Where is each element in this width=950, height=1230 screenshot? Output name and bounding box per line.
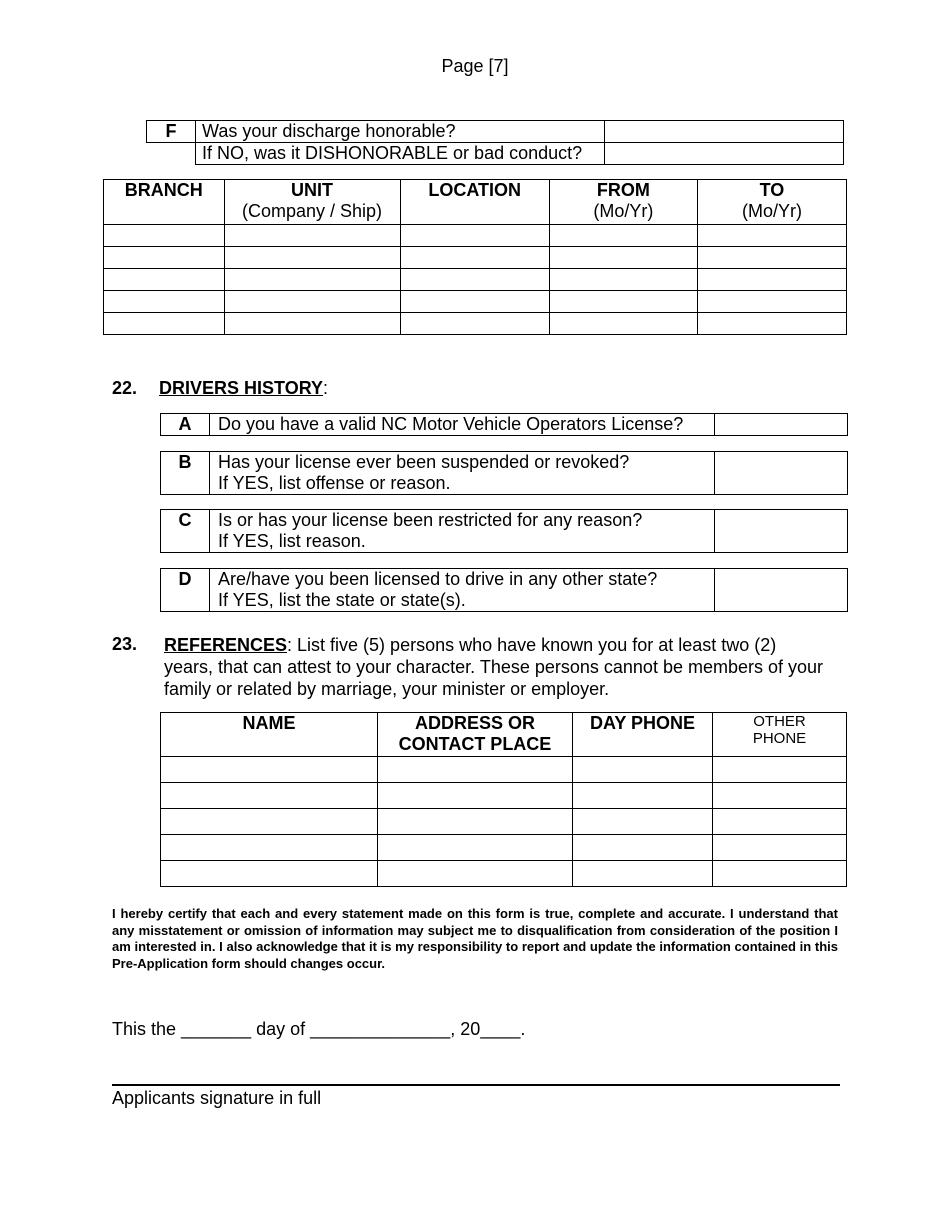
service-cell[interactable] [697,313,846,335]
table-row [161,861,847,887]
service-cell[interactable] [224,269,400,291]
reference-cell[interactable] [713,835,847,861]
answer-box[interactable] [715,452,848,495]
answer-box[interactable] [715,510,848,553]
reference-cell[interactable] [161,861,378,887]
table-row [104,269,847,291]
service-cell[interactable] [549,291,697,313]
service-cell[interactable] [549,313,697,335]
service-cell[interactable] [400,225,549,247]
reference-cell[interactable] [573,783,713,809]
question-letter: A [161,414,210,436]
section-22-heading [159,378,328,399]
reference-cell[interactable] [161,783,378,809]
reference-cell[interactable] [713,757,847,783]
header-from: FROM (Mo/Yr) [549,180,697,225]
discharge-question-honorable: Was your discharge honorable? [196,121,605,143]
reference-cell[interactable] [378,809,573,835]
header-name: NAME [161,713,378,757]
discharge-answer-honorable[interactable] [605,121,844,143]
header-branch: BRANCH [104,180,225,225]
header-address: ADDRESS OR CONTACT PLACE [378,713,573,757]
service-cell[interactable] [224,313,400,335]
reference-cell[interactable] [713,809,847,835]
reference-cell[interactable] [573,809,713,835]
question-text: Do you have a valid NC Motor Vehicle Operators License? [210,414,715,436]
question-text: Are/have you been licensed to drive in any other state? If YES, list the state or state(s). [210,569,715,612]
service-cell[interactable] [224,225,400,247]
table-row [104,225,847,247]
question-text: Is or has your license been restricted for any reason? If YES, list reason. [210,510,715,553]
service-cell[interactable] [104,269,225,291]
section-23-number: 23. [112,634,138,654]
table-row [104,313,847,335]
answer-box[interactable] [715,569,848,612]
service-cell[interactable] [549,269,697,291]
reference-cell[interactable] [378,835,573,861]
header-day-phone: DAY PHONE [573,713,713,757]
signature-line[interactable] [112,1084,840,1086]
table-row [104,291,847,313]
service-cell[interactable] [104,291,225,313]
drivers-question-a [160,413,848,436]
service-cell[interactable] [697,247,846,269]
date-line[interactable]: This the _______ day of ______________, 20____. [112,1019,526,1039]
certification-statement: I hereby certify that each and every statement made on this form is true, complete and accurate. I understand that any misstatement or omission of information may subject me to disqualification from consideration of the position I am interested in. I also acknowledge that it is my responsibility to report and update the information contained in this Pre-Application form should changes occur. [112,906,838,971]
header-unit: UNIT (Company / Ship) [224,180,400,225]
reference-cell[interactable] [713,861,847,887]
reference-cell[interactable] [573,861,713,887]
references-instructions [164,634,824,700]
service-history-table [103,179,847,335]
service-cell[interactable] [697,291,846,313]
service-cell[interactable] [400,269,549,291]
section-22-title: DRIVERS HISTORY [159,378,324,398]
discharge-blank-cell [147,143,196,165]
reference-cell[interactable] [161,809,378,835]
section-22-colon: : [323,378,329,398]
table-row [161,757,847,783]
drivers-question-d [160,568,848,612]
header-to: TO (Mo/Yr) [697,180,846,225]
header-other-phone: OTHER PHONE [713,713,847,757]
service-cell[interactable] [104,225,225,247]
discharge-answer-dishonorable[interactable] [605,143,844,165]
reference-cell[interactable] [378,783,573,809]
service-cell[interactable] [549,225,697,247]
service-cell[interactable] [104,313,225,335]
reference-cell[interactable] [161,835,378,861]
section-22-number: 22. [112,378,138,398]
discharge-letter: F [147,121,196,143]
table-row [161,809,847,835]
table-row [161,783,847,809]
drivers-question-c [160,509,848,553]
references-text: : List five (5) persons who have known you for at least two (2) years, that can attest to your character. These persons cannot be members of your family or related by marriage, your minister or employer. [164,635,824,699]
service-cell[interactable] [549,247,697,269]
question-text: Has your license ever been suspended or revoked? If YES, list offense or reason. [210,452,715,495]
header-location: LOCATION [400,180,549,225]
drivers-question-b [160,451,848,495]
question-letter: B [161,452,210,495]
page-number: Page [7] [441,56,509,76]
table-row [161,835,847,861]
service-cell[interactable] [224,291,400,313]
section-23-title: REFERENCES [164,635,288,655]
reference-cell[interactable] [378,861,573,887]
table-row [104,247,847,269]
reference-cell[interactable] [573,757,713,783]
service-cell[interactable] [400,291,549,313]
service-cell[interactable] [400,247,549,269]
answer-box[interactable] [715,414,848,436]
reference-cell[interactable] [161,757,378,783]
reference-cell[interactable] [378,757,573,783]
service-cell[interactable] [697,225,846,247]
service-cell[interactable] [400,313,549,335]
service-cell[interactable] [697,269,846,291]
service-cell[interactable] [104,247,225,269]
discharge-question-dishonorable: If NO, was it DISHONORABLE or bad conduct? [196,143,605,165]
question-letter: D [161,569,210,612]
signature-label: Applicants signature in full [112,1088,322,1108]
references-table [160,712,847,887]
reference-cell[interactable] [713,783,847,809]
discharge-table [146,120,844,165]
service-cell[interactable] [224,247,400,269]
question-letter: C [161,510,210,553]
reference-cell[interactable] [573,835,713,861]
